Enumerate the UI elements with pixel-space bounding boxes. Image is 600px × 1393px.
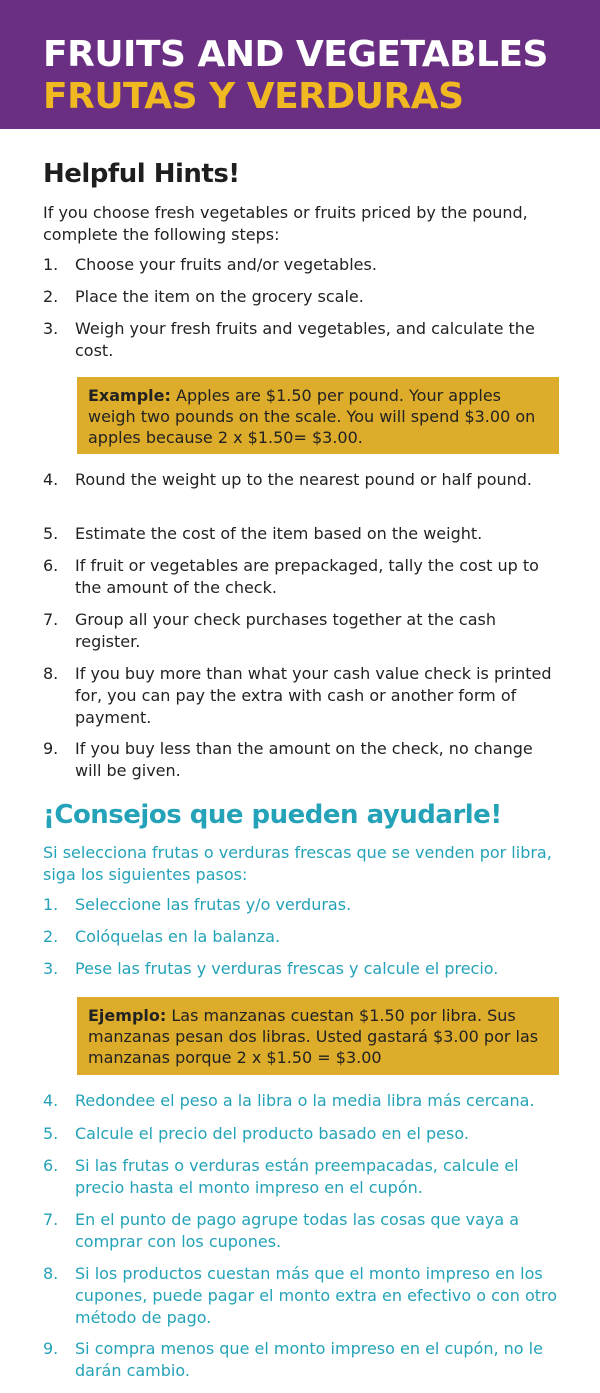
step-number: 7. [43, 1210, 59, 1229]
spanish-step-1 [43, 894, 563, 916]
english-step-5 [43, 523, 563, 545]
spanish-step-4 [43, 1090, 563, 1112]
step-text: Choose your fruits and/or vegetables. [75, 255, 377, 274]
spanish-step-5 [43, 1123, 563, 1145]
english-intro: If you choose fresh vegetables or fruits priced by the pound, complete the following steps: [43, 203, 528, 244]
step-number: 4. [43, 470, 59, 489]
step-text: Calcule el precio del producto basado en el peso. [75, 1124, 469, 1143]
example-box-english [77, 377, 559, 454]
step-number: 1. [43, 895, 59, 914]
step-text: Si compra menos que el monto impreso en el cupón, no le darán cambio. [75, 1339, 543, 1380]
step-number: 3. [43, 959, 59, 978]
spanish-step-8 [43, 1263, 563, 1329]
step-number: 1. [43, 255, 59, 274]
consejos-heading: ¡Consejos que pueden ayudarle! [43, 800, 502, 830]
step-text: If you buy less than the amount on the check, no change will be given. [75, 739, 533, 780]
step-text: Round the weight up to the nearest pound or half pound. [75, 470, 533, 489]
step-text: Colóquelas en la balanza. [75, 927, 281, 946]
english-step-1 [43, 254, 563, 276]
step-text: Place the item on the grocery scale. [75, 287, 364, 306]
english-step-8 [43, 663, 563, 729]
step-text: Si las frutas o verduras están preempacadas, calcule el precio hasta el monto impreso en el cupón. [75, 1156, 519, 1197]
example-text: Apples are $1.50 per pound. Your apples weigh two pounds on the scale. You will spend $3.00 on apples because 2 x $1.50= $3.00. [88, 386, 536, 447]
step-number: 5. [43, 1124, 59, 1143]
english-step-3 [43, 318, 563, 362]
step-number: 3. [43, 319, 59, 338]
spanish-step-9 [43, 1338, 563, 1382]
step-text: Weigh your fresh fruits and vegetables, and calculate the cost. [75, 319, 535, 360]
step-number: 9. [43, 1339, 59, 1358]
step-number: 4. [43, 1091, 59, 1110]
step-number: 8. [43, 1264, 59, 1283]
step-number: 6. [43, 556, 59, 575]
helpful-hints-heading: Helpful Hints! [43, 159, 240, 189]
title-spanish: FRUTAS Y VERDURAS [43, 76, 464, 117]
title-english: FRUITS AND VEGETABLES [43, 34, 548, 75]
step-number: 9. [43, 739, 59, 758]
step-number: 8. [43, 664, 59, 683]
step-number: 6. [43, 1156, 59, 1175]
spanish-step-3 [43, 958, 563, 980]
spanish-step-7 [43, 1209, 563, 1253]
step-number: 5. [43, 524, 59, 543]
step-text: Pese las frutas y verduras frescas y calcule el precio. [75, 959, 499, 978]
step-text: Redondee el peso a la libra o la media libra más cercana. [75, 1091, 535, 1110]
english-step-6 [43, 555, 563, 599]
step-number: 2. [43, 287, 59, 306]
step-number: 2. [43, 927, 59, 946]
example-text: Las manzanas cuestan $1.50 por libra. Sus manzanas pesan dos libras. Usted gastará $3.00 por las manzanas porque 2 x $1.50 = $3.00 [88, 1006, 539, 1067]
english-step-4 [43, 469, 563, 491]
step-text: If fruit or vegetables are prepackaged, tally the cost up to the amount of the check. [75, 556, 539, 597]
step-number: 7. [43, 610, 59, 629]
english-step-9 [43, 738, 563, 782]
step-text: Seleccione las frutas y/o verduras. [75, 895, 352, 914]
english-step-7 [43, 609, 563, 653]
step-text: En el punto de pago agrupe todas las cosas que vaya a comprar con los cupones. [75, 1210, 520, 1251]
step-text: Estimate the cost of the item based on the weight. [75, 524, 483, 543]
spanish-intro: Si selecciona frutas o verduras frescas que se venden por libra, siga los siguientes pasos: [43, 843, 552, 884]
step-text: Group all your check purchases together at the cash register. [75, 610, 497, 651]
spanish-step-2 [43, 926, 563, 948]
step-text: Si los productos cuestan más que el monto impreso en los cupones, puede pagar el monto extra en efectivo o con otro método de pago. [75, 1264, 558, 1327]
english-step-2 [43, 286, 563, 308]
step-text: If you buy more than what your cash value check is printed for, you can pay the extra with cash or another form of payment. [75, 664, 552, 727]
spanish-step-6 [43, 1155, 563, 1199]
example-label: Example: [88, 386, 171, 405]
example-label: Ejemplo: [88, 1006, 167, 1025]
header-banner [0, 0, 600, 129]
example-box-spanish [77, 997, 559, 1075]
